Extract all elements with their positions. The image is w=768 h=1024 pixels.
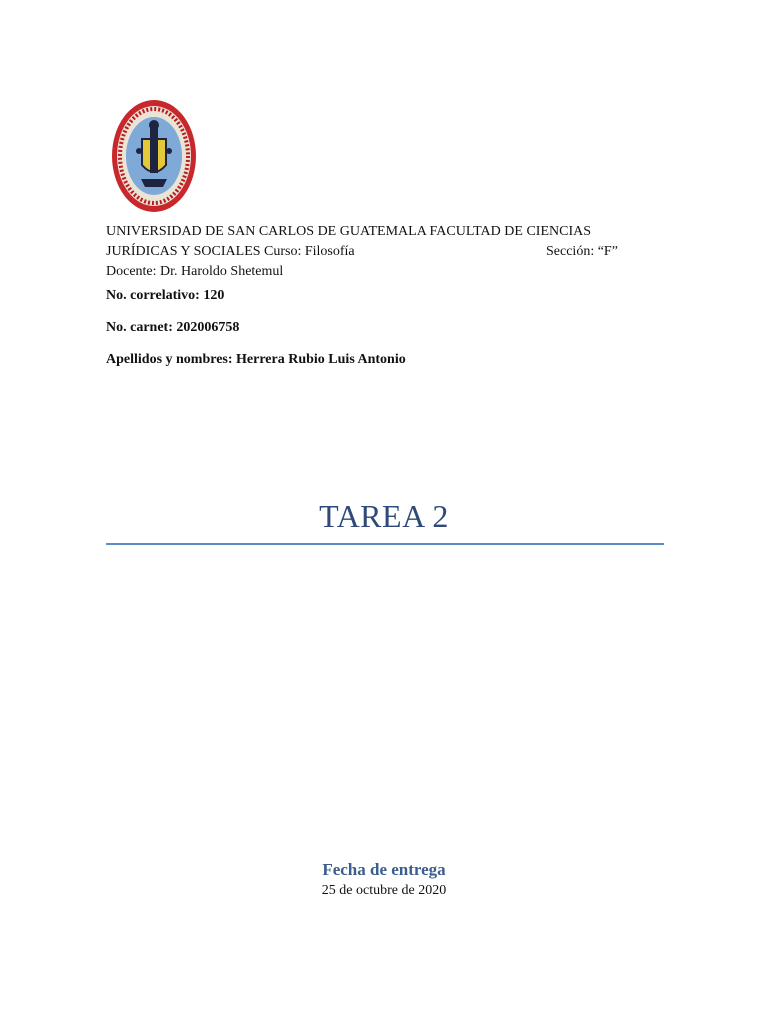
delivery-date-label: Fecha de entrega [322,860,446,879]
carnet-number: No. carnet: 202006758 [106,320,240,335]
header-block [106,222,626,282]
section-label: Sección: “F” [546,244,618,259]
faculty-course-line [106,242,626,262]
student-name: Apellidos y nombres: Herrera Rubio Luis Antonio [106,352,406,367]
title-divider [106,543,664,545]
university-line: UNIVERSIDAD DE SAN CARLOS DE GUATEMALA FACULTAD DE CIENCIAS [106,224,592,239]
teacher-line: Docente: Dr. Haroldo Shetemul [106,264,284,279]
university-seal-icon [111,99,197,213]
faculty-course-text: JURÍDICAS Y SOCIALES Curso: Filosofía [106,244,355,259]
document-title: TAREA 2 [319,498,449,534]
correlativo-number: No. correlativo: 120 [106,288,225,303]
delivery-date-value: 25 de octubre de 2020 [321,883,447,898]
